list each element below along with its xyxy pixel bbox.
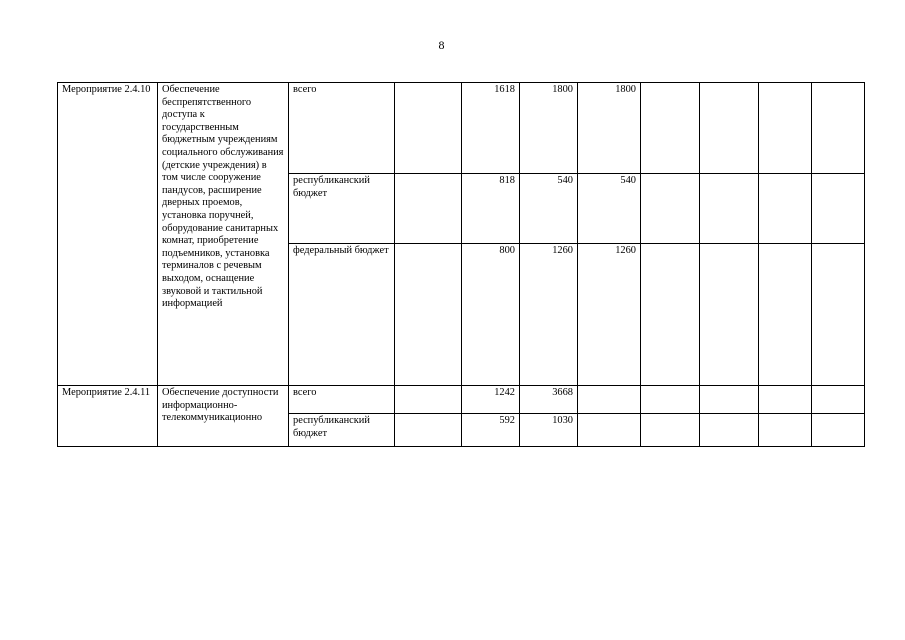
cell — [812, 174, 865, 244]
cell — [641, 414, 700, 447]
cell — [700, 414, 759, 447]
cell-value — [578, 386, 641, 414]
cell — [395, 414, 462, 447]
cell — [641, 174, 700, 244]
table-row — [58, 386, 865, 414]
activity-code: Мероприятие 2.4.11 — [58, 386, 158, 447]
cell — [641, 83, 700, 174]
cell — [641, 244, 700, 386]
page-number: 8 — [438, 38, 445, 52]
cell-value: 1618 — [462, 83, 520, 174]
cell — [700, 244, 759, 386]
cell — [812, 414, 865, 447]
funding-source: республиканский бюджет — [289, 414, 395, 447]
cell — [812, 83, 865, 174]
cell — [812, 386, 865, 414]
activity-description: Обеспечение беспрепятственного доступа к государственным бюджетным учреждениям социального обслуживания (детские учреждения) в том числе сооружение пандусов, расширение дверных проемов, установка поручней, оборудование санитарных комнат, приобретение подъемников, установка терминалов с речевым выходом, оснащение звуковой и тактильной информацией — [158, 83, 289, 386]
cell — [759, 414, 812, 447]
cell-value: 1260 — [578, 244, 641, 386]
cell-value: 818 — [462, 174, 520, 244]
cell — [759, 386, 812, 414]
funding-source: республиканский бюджет — [289, 174, 395, 244]
cell — [395, 174, 462, 244]
table-row — [58, 83, 865, 174]
funding-source: всего — [289, 386, 395, 414]
cell-value: 1242 — [462, 386, 520, 414]
cell — [395, 83, 462, 174]
cell — [759, 174, 812, 244]
cell-value: 540 — [578, 174, 641, 244]
cell — [700, 83, 759, 174]
activity-description: Обеспечение доступности информационно-телекоммуникационно — [158, 386, 289, 447]
cell — [395, 244, 462, 386]
cell-value: 1030 — [520, 414, 578, 447]
cell-value: 3668 — [520, 386, 578, 414]
funding-source: федеральный бюджет — [289, 244, 395, 386]
cell-value: 540 — [520, 174, 578, 244]
budget-table — [57, 82, 865, 447]
activity-code: Мероприятие 2.4.10 — [58, 83, 158, 386]
cell-value: 1800 — [520, 83, 578, 174]
cell — [395, 386, 462, 414]
cell — [759, 244, 812, 386]
cell — [700, 386, 759, 414]
cell-value: 800 — [462, 244, 520, 386]
cell — [812, 244, 865, 386]
cell — [759, 83, 812, 174]
cell-value: 1260 — [520, 244, 578, 386]
cell-value — [578, 414, 641, 447]
cell-value: 1800 — [578, 83, 641, 174]
cell — [641, 386, 700, 414]
cell-value: 592 — [462, 414, 520, 447]
cell — [700, 174, 759, 244]
funding-source: всего — [289, 83, 395, 174]
